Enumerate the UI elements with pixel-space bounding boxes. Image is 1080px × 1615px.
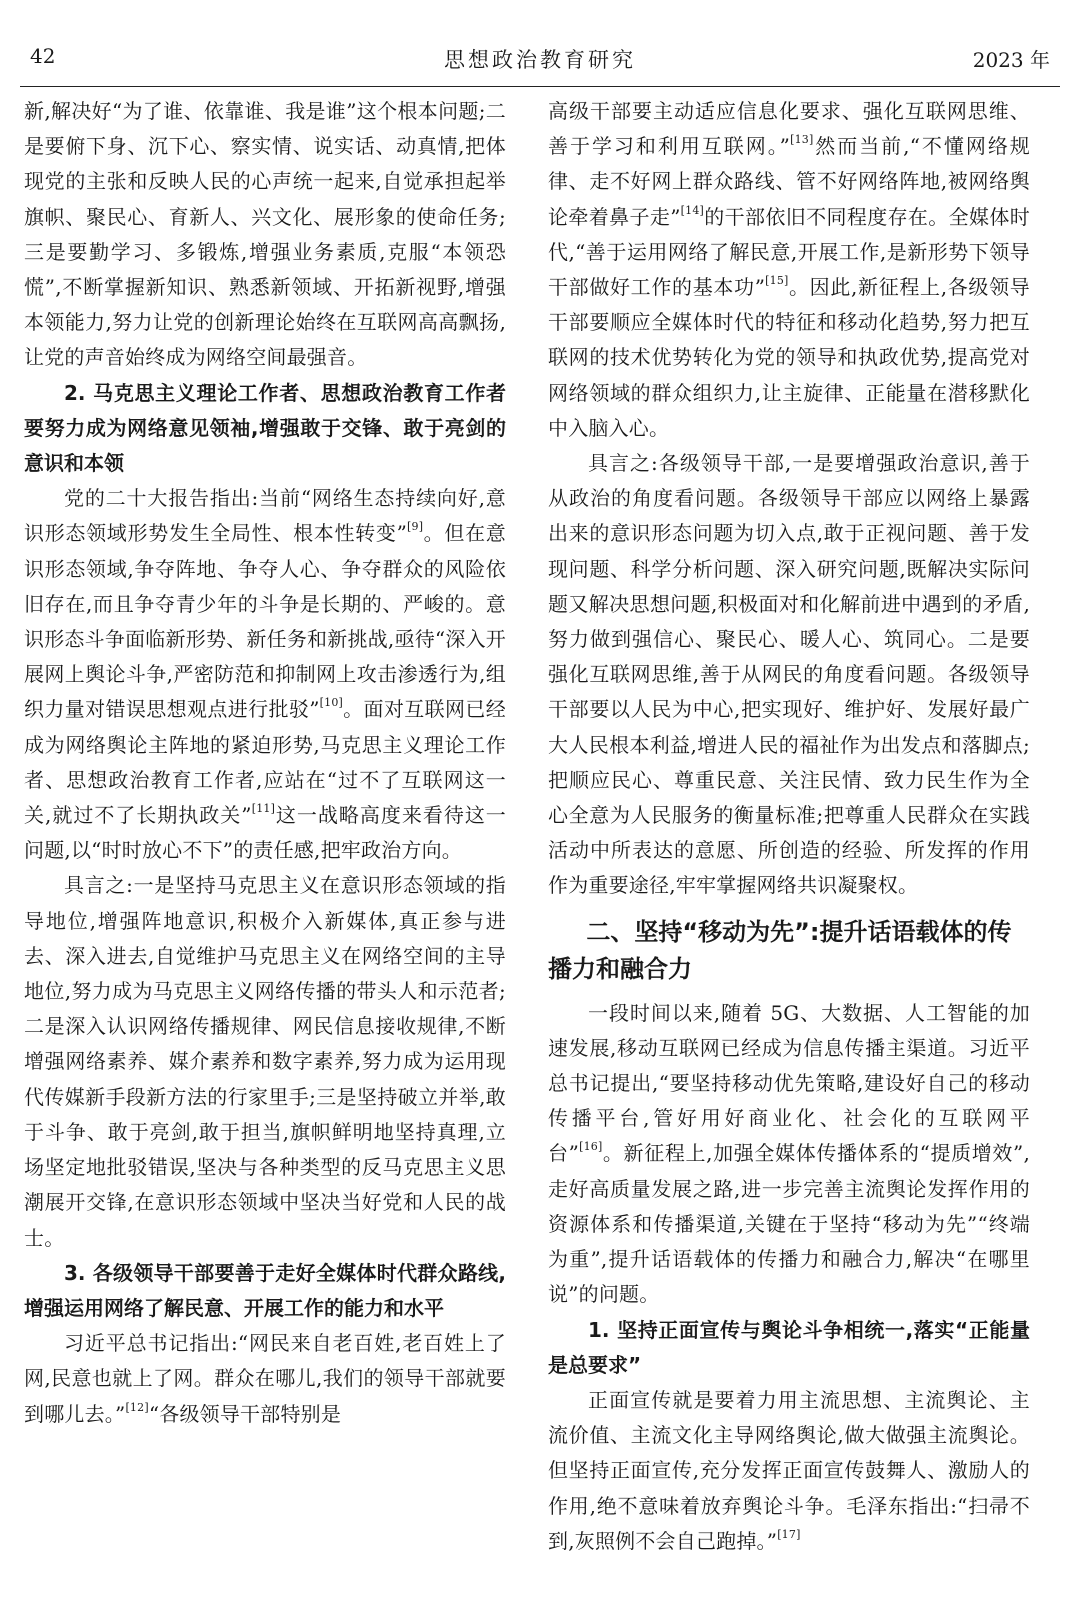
citation-ref: [11]: [251, 802, 276, 816]
paragraph: [24, 481, 506, 868]
subsection-heading: 1. 坚持正面宣传与舆论斗争相统一,落实“正能量是总要求”: [548, 1317, 1030, 1377]
paragraph: [548, 1383, 1030, 1559]
text: “各级领导干部特别是: [148, 1401, 342, 1426]
paragraph: [24, 1326, 506, 1432]
citation-ref: [10]: [319, 696, 344, 710]
page-number: 42: [30, 44, 56, 68]
paragraph: 具言之:各级领导干部,一是要增强政治意识,善于从政治的角度看问题。各级领导干部应以网络上暴露出来的意识形态问题为切入点,敢于正视问题、善于发现问题、科学分析问题、深入研究问题,既解决实际问题又解决思想问题,积极面对和化解前进中遇到的矛盾,努力做到强信心、聚民心、暖人心、筑同心。二是要强化互联网思维,善于从网民的角度看问题。各级领导干部要以人民为中心,把实现好、维护好、发展好最广大人民根本利益,增进人民的福祉作为出发点和落脚点;把顺应民心、尊重民意、关注民情、致力民生作为全心全意为人民服务的衡量标准;把尊重人民群众在实践活动中所表达的意愿、所创造的经验、所发挥的作用作为重要途径,牢牢掌握网络共识凝聚权。: [548, 451, 1030, 898]
paragraph: 新,解决好“为了谁、依靠谁、我是谁”这个根本问题;二是要俯下身、沉下心、察实情、说实话、动真情,把体现党的主张和反映人民的心声统一起来,自觉承担起举旗帜、聚民心、育新人、兴文化、展形象的使命任务;三是要勤学习、多锻炼,增强业务素质,克服“本领恐慌”,不断掌握新知识、熟悉新领域、开拓新视野,增强本领能力,努力让党的创新理论始终在互联网高高飘扬,让党的声音始终成为网络空间最强音。: [24, 99, 506, 370]
paragraph: 具言之:一是坚持马克思主义在意识形态领域的指导地位,增强阵地意识,积极介入新媒体,真正参与进去、深入进去,自觉维护马克思主义在网络空间的主导地位,努力成为马克思主义网络传播的带头人和示范者;二是深入认识网络传播规律、网民信息接收规律,不断增强网络素养、媒介素养和数字素养,努力成为运用现代传媒新手段新方法的行家里手;三是坚持破立并举,敢于斗争、敢于亮剑,敢于担当,旗帜鲜明地坚持真理,立场坚定地批驳错误,坚决与各种类型的反马克思主义思潮展开交锋,在意识形态领域中坚决当好党和人民的战士。: [24, 873, 506, 1250]
citation-ref: [15]: [765, 274, 789, 288]
right-column: [548, 94, 1030, 1559]
publication-year: 2023 年: [972, 48, 1050, 72]
subsection-heading: 2. 马克思主义理论工作者、思想政治教育工作者要努力成为网络意见领袖,增强敢于交锋、敢于亮剑的意识和本领: [24, 380, 506, 476]
citation-ref: [16]: [579, 1140, 603, 1154]
paragraph: [548, 996, 1030, 1313]
text: 一段时间以来,随着 5G、大数据、人工智能的加速发展,移动互联网已经成为信息传播主渠道。习近平总书记提出,“要坚持移动优先策略,建设好自己的移动传播平台,管好用好商业化、社会化的互联网平台”: [548, 1000, 1030, 1166]
citation-ref: [14]: [680, 203, 705, 217]
text: 然而当前,“不懂网络规律、走不好网上群众路线、管不好网络阵地,被网络舆论牵着鼻子走”: [548, 134, 1030, 229]
citation-ref: [9]: [407, 520, 424, 534]
text: 高级干部要主动适应信息化要求、强化互联网思维、善于学习和利用互联网。”: [548, 99, 1030, 159]
left-column: [24, 94, 506, 1432]
journal-title: 思想政治教育研究: [444, 48, 636, 72]
text: 。新征程上,加强全媒体传播体系的“提质增效”,走好高质量发展之路,进一步完善主流舆论发挥作用的资源体系和传播渠道,关键在于坚持“移动为先”“终端为重”,提升话语载体的传播力和融合力,解决“在哪里说”的问题。: [548, 1141, 1031, 1307]
paragraph: [548, 94, 1030, 446]
text: 正面宣传就是要着力用主流思想、主流舆论、主流价值、主流文化主导网络舆论,做大做强主流舆论。但坚持正面宣传,充分发挥正面宣传鼓舞人、激励人的作用,绝不意味着放弃舆论斗争。毛泽东指出:“扫帚不到,灰照例不会自己跑掉。”: [548, 1387, 1030, 1553]
citation-ref: [12]: [125, 1400, 149, 1414]
text: 的干部依旧不同程度存在。全媒体时代,“善于运用网络了解民意,开展工作,是新形势下领导干部做好工作的基本功”: [548, 204, 1030, 300]
text: 。面对互联网已经成为网络舆论主阵地的紧迫形势,马克思主义理论工作者、思想政治教育工作者,应站在“过不了互联网这一关,就过不了长期执政关”: [24, 697, 506, 828]
citation-ref: [17]: [777, 1527, 801, 1541]
text: 。因此,新征程上,各级领导干部要顺应全媒体时代的特征和移动化趋势,努力把互联网的技术优势转化为党的领导和执政优势,提高党对网络领域的群众组织力,让主旋律、正能量在潜移默化中入脑入心。: [548, 275, 1030, 440]
text: 这一战略高度来看待这一问题,以“时时放心不下”的责任感,把牢政治方向。: [24, 803, 507, 863]
text: 党的二十大报告指出:当前“网络生态持续向好,意识形态领域形势发生全局性、根本性转变”: [24, 486, 506, 546]
text: 习近平总书记指出:“网民来自老百姓,老百姓上了网,民意也就上了网。群众在哪儿,我们的领导干部就要到哪儿去。”: [24, 1331, 506, 1426]
citation-ref: [13]: [790, 133, 814, 147]
text: 。但在意识形态领域,争夺阵地、争夺人心、争夺群众的风险依旧存在,而且争夺青少年的斗争是长期的、严峻的。意识形态斗争面临新形势、新任务和新挑战,亟待“深入开展网上舆论斗争,严密防范和抑制网上攻击渗透行为,组织力量对错误思想观点进行批驳”: [24, 521, 506, 722]
section-heading: 二、坚持“移动为先”:提升话语载体的传播力和融合力: [548, 917, 1012, 983]
subsection-heading: 3. 各级领导干部要善于走好全媒体时代群众路线,增强运用网络了解民意、开展工作的能力和水平: [24, 1260, 506, 1320]
page-header: [20, 36, 1060, 87]
